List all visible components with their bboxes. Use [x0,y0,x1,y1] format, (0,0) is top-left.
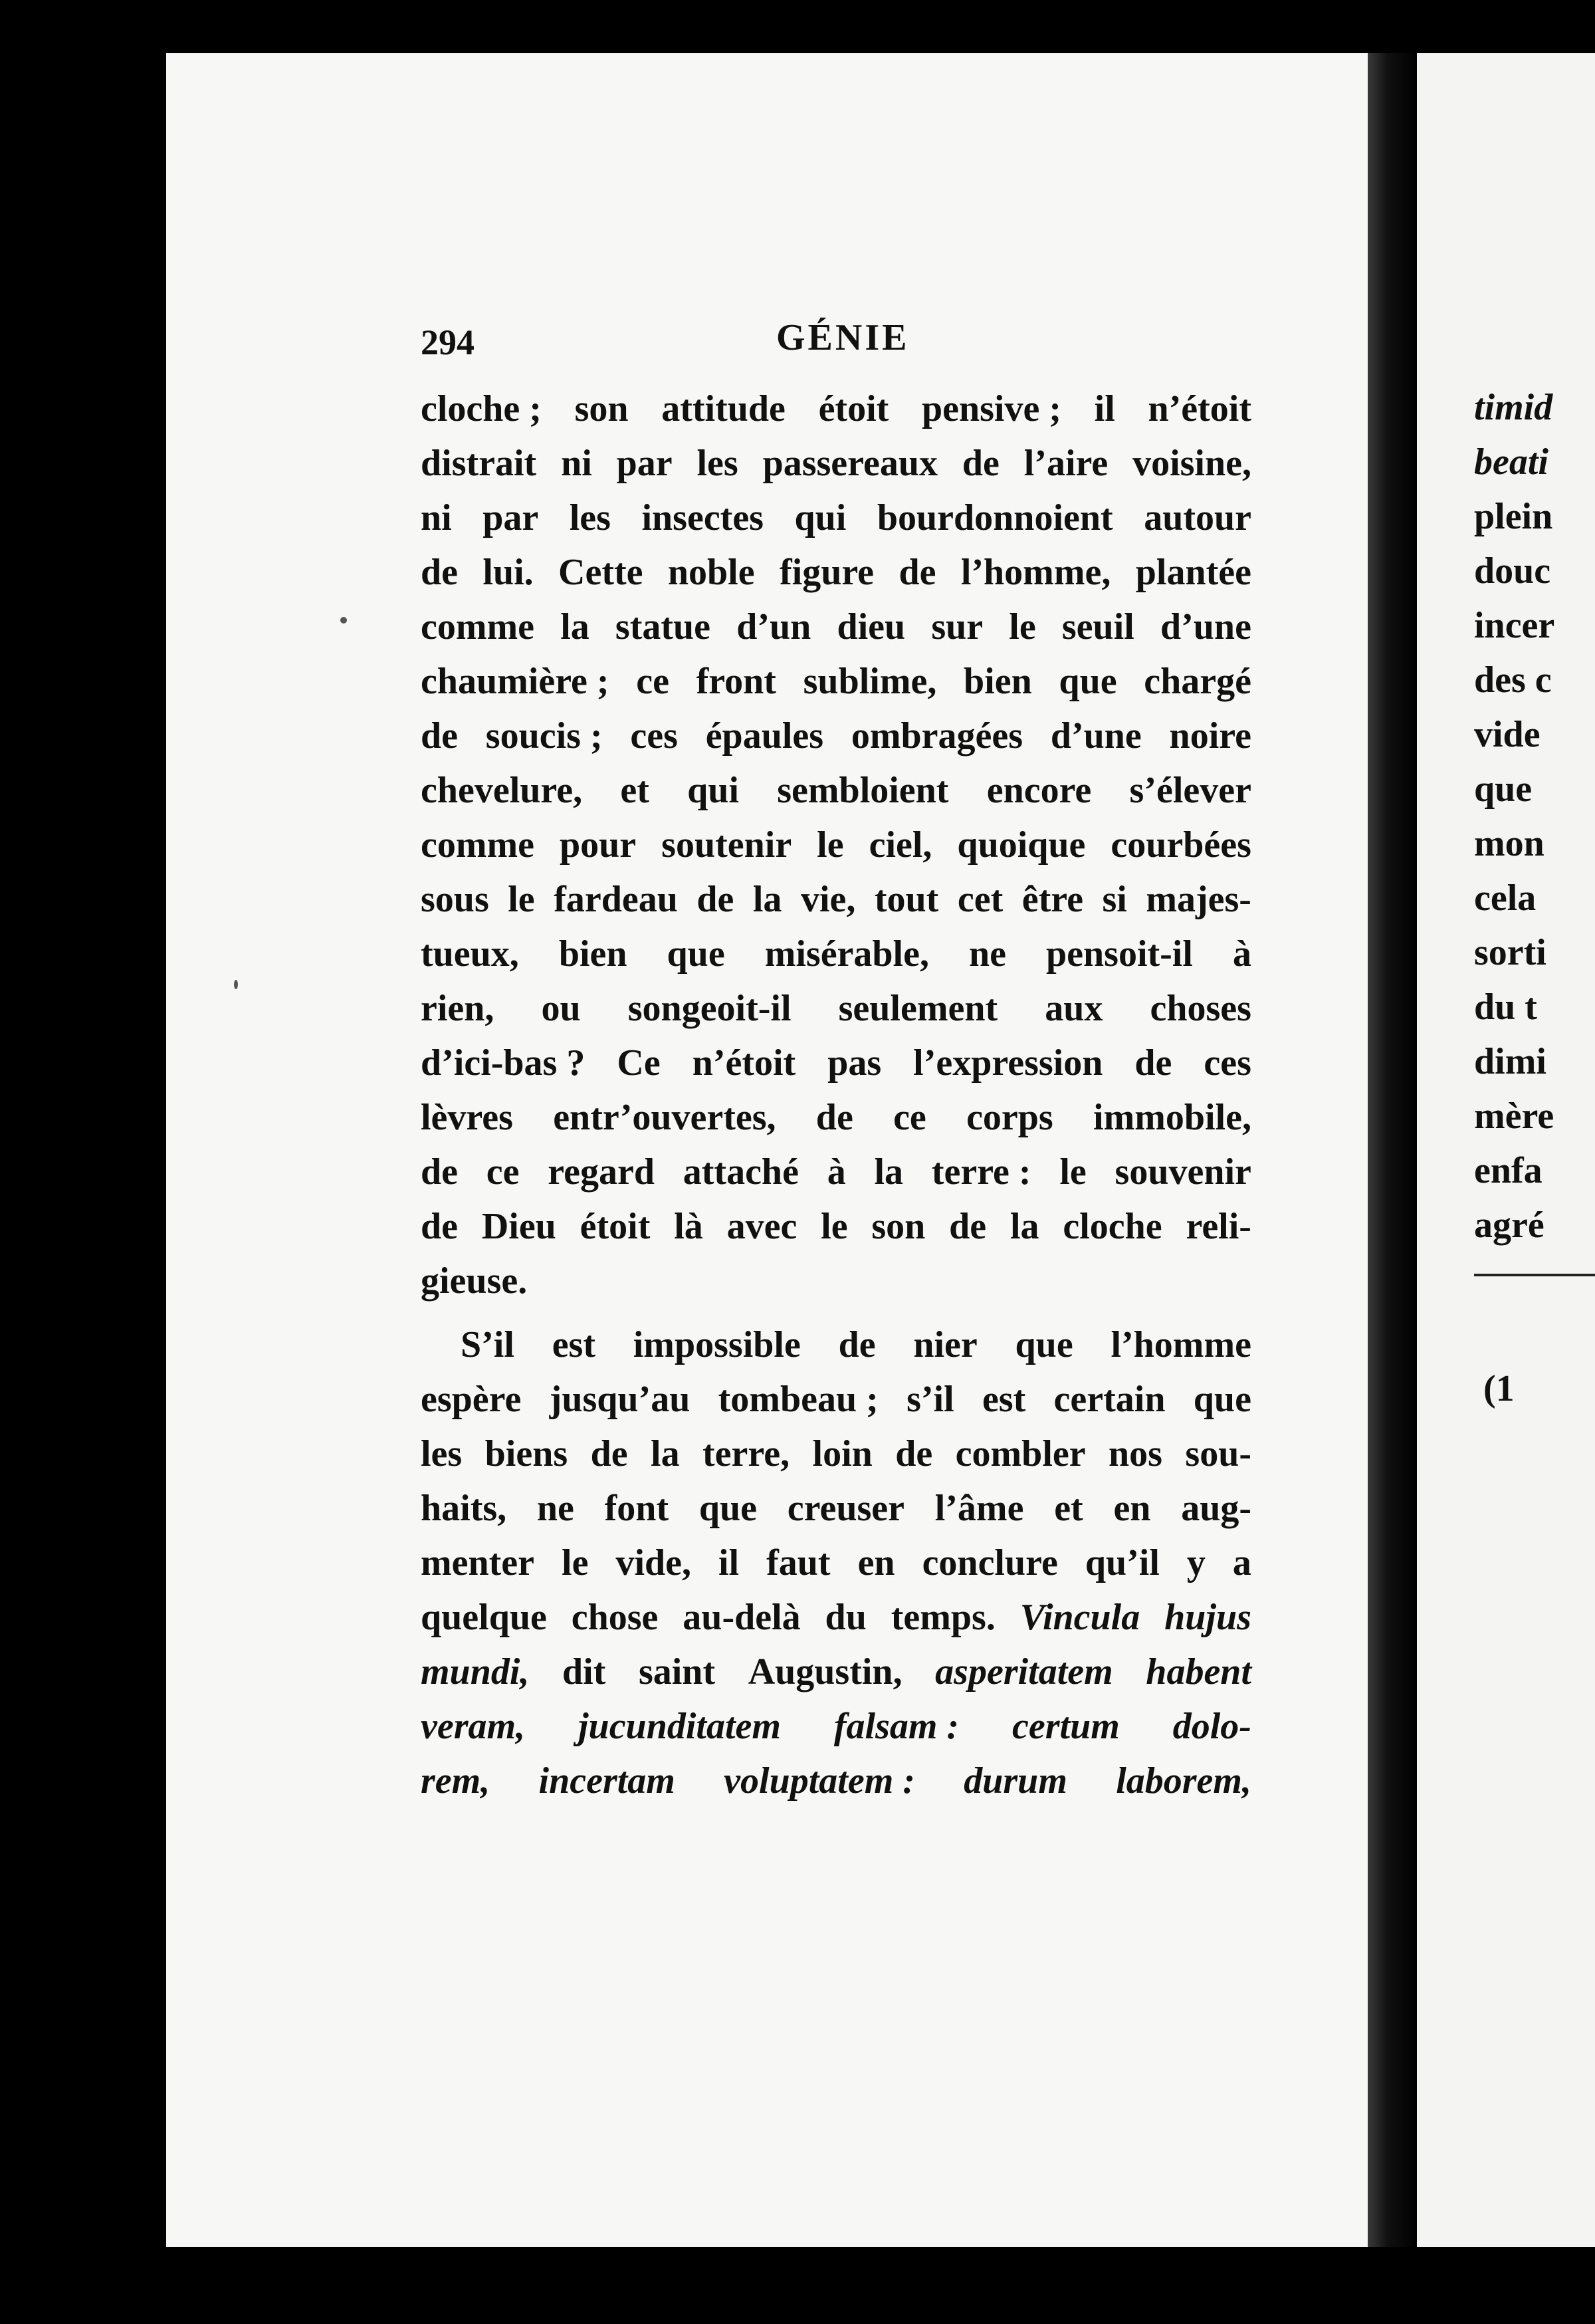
next-page-line: plein [1474,496,1553,537]
word: seuil [1061,606,1134,647]
next-page-line: agré [1474,1205,1544,1246]
word: asperitatem [935,1651,1113,1692]
word: dit [562,1651,606,1692]
text-line [421,1481,1251,1536]
text-line [421,382,1251,436]
word: noble [667,552,755,593]
word: de [815,1097,853,1138]
word: s’élever [1129,770,1251,811]
text-line [421,1699,1251,1754]
text-line [421,1199,1251,1254]
word: faut [766,1542,831,1583]
text-line [421,436,1251,491]
word: être [1021,879,1083,920]
word: Augustin, [748,1651,903,1692]
word: espère [421,1379,522,1420]
word: de [590,1433,628,1474]
text-line [421,927,1251,981]
word: est [552,1324,595,1365]
word: insectes [641,497,764,538]
running-title: GÉNIE [776,317,910,358]
word: dieu [837,606,906,647]
word: temps. [891,1597,996,1638]
word: rien, [421,988,494,1029]
word: sous [421,879,489,920]
word: à [827,1151,846,1193]
word: statue [615,606,711,647]
word: jusqu’au [549,1379,691,1420]
word: de [421,1151,458,1193]
word: falsam : [833,1706,960,1747]
word: que [1015,1324,1073,1365]
word: est [982,1379,1026,1420]
word: mundi, [421,1651,530,1692]
word: chevelure, [421,770,583,811]
word: passereaux [762,443,938,484]
word: font [604,1488,669,1529]
word: qui [687,770,739,811]
word: étoit [818,388,889,429]
text-line [421,872,1251,927]
word: les [569,497,611,538]
word: sembloient [777,770,949,811]
word: voisine, [1132,443,1251,484]
word: la [1010,1206,1039,1247]
page-speck [234,980,238,989]
word: gieuse. [421,1260,528,1302]
word: l’aire [1023,443,1109,484]
book-page-right-edge [1417,53,1595,2247]
next-page-line: douc [1474,550,1551,592]
text-line [421,709,1251,763]
word: creuser [787,1488,904,1529]
word: distrait [421,443,537,484]
next-page-line: des c [1474,659,1552,701]
word: de [421,715,458,756]
word: de [696,879,734,920]
word: pensoit-il [1046,933,1193,975]
word: vide, [615,1542,691,1583]
word: comme [421,824,535,866]
word: épaules [705,715,824,756]
word: et [1054,1488,1083,1529]
word: sublime, [803,661,937,702]
word: tombeau ; [718,1379,879,1420]
word: durum [964,1760,1067,1801]
word: ces [1204,1042,1251,1084]
word: attitude [661,388,786,429]
word: soucis ; [485,715,603,756]
word: chargé [1144,661,1251,702]
word: d’un [736,606,811,647]
word: haits, [421,1488,507,1529]
next-page-line: vide [1474,714,1541,755]
word: de [421,1206,458,1247]
word: incertam [538,1760,675,1801]
word: ni [421,497,452,538]
word: laborem, [1116,1760,1251,1801]
text-line [421,1590,1251,1645]
word: le [562,1542,589,1583]
word: les [421,1433,463,1474]
word: et [620,770,649,811]
word: du [825,1597,867,1638]
word: ou [541,988,581,1029]
word: bien [964,661,1032,702]
word: n’étoit [1148,388,1251,429]
word: d’une [1160,606,1251,647]
word: l’âme [934,1488,1024,1529]
next-page-line: cela [1474,877,1537,919]
text-line [421,491,1251,545]
word: corps [966,1097,1053,1138]
text-line [421,1427,1251,1481]
word: veram, [421,1706,526,1747]
word: habent [1146,1651,1251,1692]
word: que [1059,661,1117,702]
word: songeoit-il [627,988,792,1029]
word: de [895,1433,933,1474]
word: Vincula [1019,1597,1140,1638]
next-page-line: incer [1474,605,1555,646]
word: de [962,443,1000,484]
word: seulement [838,988,998,1029]
text-line [421,600,1251,654]
word: il [718,1542,740,1583]
word: la [560,606,589,647]
word: de [421,552,458,593]
word: terre, [702,1433,790,1474]
word: le [817,824,844,866]
word: d’ici-bas ? [421,1042,585,1084]
word: quelque [421,1597,547,1638]
word: le [1009,606,1036,647]
word: hujus [1164,1597,1251,1638]
word: de [1134,1042,1172,1084]
word: il [1094,388,1115,429]
word: vie, [800,879,856,920]
word: par [482,497,539,538]
word: ce [893,1097,926,1138]
word: soutenir [661,824,792,866]
word: quoique [957,824,1086,866]
word: a [1232,1542,1251,1583]
word: de [838,1324,876,1365]
next-page-line: mère [1474,1096,1554,1137]
word: regard [548,1151,655,1193]
word: conclure [922,1542,1058,1583]
text-line [421,763,1251,818]
word: sou- [1185,1433,1251,1474]
word: choses [1150,988,1251,1029]
word: terre : [931,1151,1031,1193]
word: figure [779,552,875,593]
word: sur [931,606,984,647]
word: Dieu [481,1206,556,1247]
text-line [421,1372,1251,1427]
word: S’il [461,1324,514,1365]
word: la [752,879,782,920]
word: la [874,1151,904,1193]
word: aug- [1181,1488,1251,1529]
word: impossible [633,1324,801,1365]
word: chaumière ; [421,661,609,702]
word: reli- [1186,1206,1251,1247]
word: l’homme [1111,1324,1251,1365]
word: que [667,933,725,975]
word: ciel, [869,824,932,866]
next-page-line: sorti [1474,932,1546,973]
next-page-line: dimi [1474,1041,1546,1082]
word: lèvres [421,1097,513,1138]
word: en [857,1542,895,1583]
next-page-line: que [1474,768,1533,810]
text-line [421,1318,1251,1372]
page-number: 294 [421,322,475,362]
word: nos [1109,1433,1162,1474]
word: y [1186,1542,1206,1583]
word: bien [558,933,627,975]
word: misérable, [764,933,929,975]
word: lui. [482,552,534,593]
word: cet [957,879,1004,920]
next-page-line: du t [1474,987,1537,1028]
word: noire [1169,715,1251,756]
word: dolo- [1172,1706,1251,1747]
word: ces [630,715,678,756]
word: saint [638,1651,716,1692]
word: autour [1144,497,1251,538]
word: fardeau [554,879,678,920]
word: pensive ; [921,388,1061,429]
text-line [421,1145,1251,1199]
word: bourdonnoient [877,497,1113,538]
word: ni [561,443,592,484]
word: ce [486,1151,520,1193]
word: cloche [1063,1206,1162,1247]
text-line [421,1536,1251,1590]
next-page-line: mon [1474,823,1544,864]
word: courbées [1111,824,1251,866]
word: son [871,1206,926,1247]
word: voluptatem : [724,1760,915,1801]
text-line [421,1090,1251,1145]
word: si [1102,879,1127,920]
word: combler [955,1433,1086,1474]
word: Cette [558,552,643,593]
word: aux [1045,988,1103,1029]
word: loin [812,1433,873,1474]
word: le [508,879,535,920]
word: majes- [1146,879,1251,920]
word: d’une [1050,715,1142,756]
word: en [1113,1488,1151,1529]
word: n’étoit [692,1042,796,1084]
book-gutter [1368,53,1417,2247]
word: entr’ouvertes, [553,1097,776,1138]
word: là [674,1206,703,1247]
word: par [616,443,673,484]
word: pas [827,1042,882,1084]
word: qui [794,497,847,538]
word: souvenir [1115,1151,1251,1193]
word: la [651,1433,680,1474]
word: à [1232,933,1251,975]
word: ce [636,661,669,702]
next-page-line: timid [1474,387,1553,428]
word: plantée [1135,552,1251,593]
text-line [421,981,1251,1036]
word: cloche ; [421,388,542,429]
word: son [574,388,629,429]
text-line [421,1254,1251,1308]
word: ne [536,1488,574,1529]
next-page-line: beati [1474,441,1548,483]
word: immobile, [1093,1097,1251,1138]
word: s’il [906,1379,954,1420]
page-header [421,316,1251,376]
word: ombragées [851,715,1023,756]
text-line [421,818,1251,872]
word: tout [874,879,939,920]
footnote-marker: (1 [1483,1368,1515,1409]
word: attaché [683,1151,799,1193]
word: de [949,1206,987,1247]
word: rem, [421,1760,490,1801]
word: qu’il [1085,1542,1160,1583]
word: ne [969,933,1006,975]
word: menter [421,1542,535,1583]
word: le [821,1206,848,1247]
word: certum [1012,1706,1120,1747]
word: l’expression [913,1042,1103,1084]
word: que [1193,1379,1251,1420]
word: jucunditatem [578,1706,781,1747]
word: nier [913,1324,978,1365]
body-text [421,382,1251,1808]
word: tueux, [421,933,519,975]
word: pour [560,824,637,866]
text-line [421,1645,1251,1699]
text-line [421,1036,1251,1090]
word: étoit [580,1206,651,1247]
text-line [421,545,1251,600]
word: l’homme, [960,552,1111,593]
word: le [1059,1151,1087,1193]
word: au-delà [683,1597,801,1638]
word: de [899,552,936,593]
word: que [698,1488,758,1529]
word: biens [484,1433,568,1474]
word: certain [1053,1379,1166,1420]
word: avec [726,1206,798,1247]
word: Ce [617,1042,661,1084]
footnote-rule [1474,1274,1595,1276]
text-line [421,1754,1251,1808]
word: encore [986,770,1092,811]
text-line [421,654,1251,709]
page-speck [340,617,347,624]
word: comme [421,606,535,647]
word: les [696,443,738,484]
next-page-line: enfa [1474,1150,1542,1191]
word: front [696,661,776,702]
word: chose [571,1597,659,1638]
